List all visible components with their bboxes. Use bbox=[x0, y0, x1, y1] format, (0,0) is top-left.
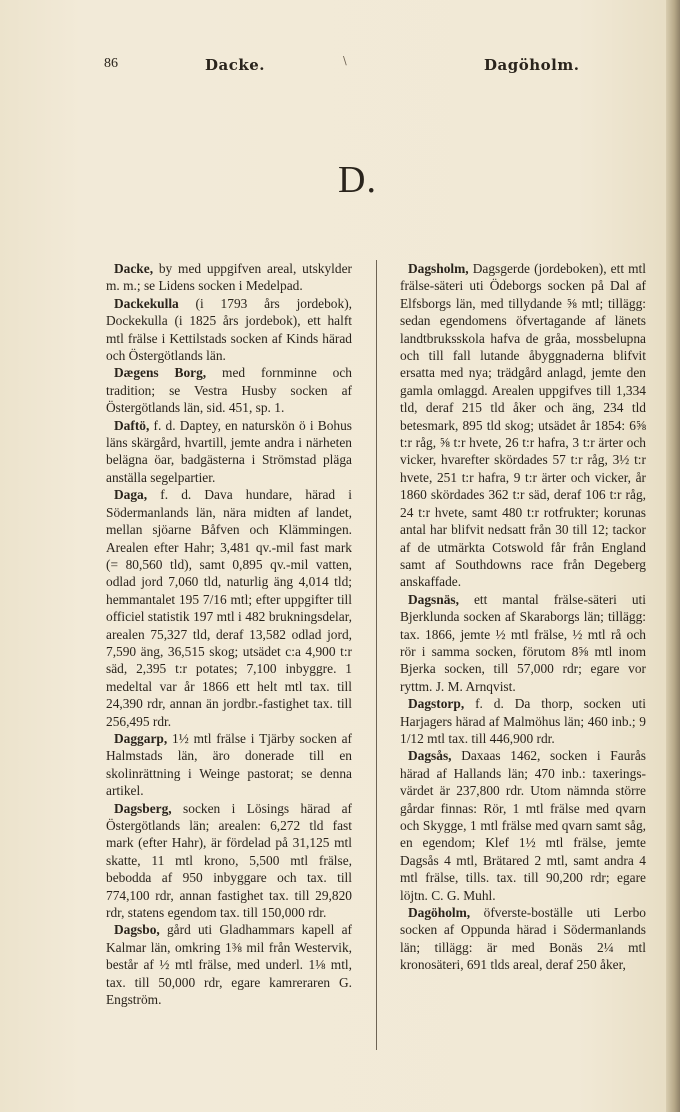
entry bbox=[106, 486, 352, 730]
entry-text: gård uti Gladhammars kapell af Kalmar län, omkring 1⅜ mil från Westervik, består af ½ mtl frälse, med underl. 1⅛ mtl, tax. till 50,000 rdr, egare kamreraren G. Engström. bbox=[106, 922, 352, 1008]
entry-text: Dagsgerde (jordeboken), ett mtl frälse-säteri uti Ödeborgs socken på Dal af Elfsborgs län, med tillydande ⅝ mtl; tillägg: sedan egendomens öfvertagande af länets landtbruksskola hafva de gråa, mossbelupna och till fall lutande åbyggnaderna blifvit ersatta med nya; trädgård anlagd, jemte den gamla omlaggd. Arealen uppgifves till 1,334 tld, deraf 215 tld åker och äng, 234 tld betesmark, 895 tld skog; utsädet år 1854: 6⅝ t:r råg, ⅝ t:r hvete, 26 t:r hafra, 3 t:r ärter och vicker, hvarefter skördades 57 t:r råg, 3½ t:r hvete, 251 t:r hafra, 9 t:r ärter och vicker, år 1860 skördades 362 t:r säd, deraf 106 t:r råg, 24 t:r hvete, samt 480 t:r rotfrukter; korunas antal har blifvit nedsatt från 30 till 12; tackor af de utmärkta Cotswold får från England samt af Southdowns race från Degeberg anskaffade. bbox=[400, 261, 646, 590]
entry-text: socken i Lösings härad af Östergötlands län; arealen: 6,272 tld fast mark (efter Hahr), är fördelad på 31,125 mtl skatte, 11 mtl krono, 5,500 mtl frälse, bebodda af 950 inbyggare och tax. till 774,100 rdr, annan fastighet tax. till 29,820 rdr, statens egendom tax. till 150,000 rdr. bbox=[106, 800, 352, 921]
entry bbox=[400, 591, 646, 695]
headword: Dagsbo, bbox=[114, 922, 160, 938]
entry-text: Daxaas 1462, socken i Faurås härad af Hallands län; 470 inb.: taxerings-värdet är 237,800 rdr. Utom nämnda större gårdar finnas: Rör, 1 mtl frälse med qvarn och Skygge, 1 mtl frälse med qvarn samt såg, en egendom; Klef 1½ mtl frälse, jemte Dagsås 4 mtl, Brätared 2 mtl, samt andra 4 mtl frälse, tills. tax. till 90,200 rdr; egare löjtn. C. G. Muhl. bbox=[400, 748, 646, 903]
entry bbox=[400, 747, 646, 904]
entry-text: f. d. Dava hundare, härad i Södermanlands län, nära midten af landet, mellan sjöarne Båfven och Klämmingen. Arealen efter Hahr; 3,481 qv.-mil fast mark (= 80,560 tld), samt 0,895 qv.-mil vatten, odlad jord 7,060 tld, naturlig äng 4,014 tld; hemmantalet 195 7/16 mtl; efter uppgifter till officiel statistik 197 mtl i 482 brukningsdelar, arealen 75,327 tld, deraf 13,582 odlad jord, 7,590 äng, 36,515 skog; utsädet c:a 4,900 t:r säd, 2,395 t:r potates; 7,100 inbyggre. 1 medeltal var år 1866 ett helt mtl tax. till 24,390 rdr, annan än jordbr.-fastighet tax. till 256,495 rdr. bbox=[106, 487, 352, 729]
headword: Dackekulla bbox=[114, 295, 179, 311]
entry-text: 1½ mtl frälse i Tjärby socken af Halmstads län, äro donerade till en skolinrättning i Weinge pastorat; se denna artikel. bbox=[106, 730, 352, 799]
entry-text: med fornminne och tradition; se Vestra Husby socken af Östergötlands län, sid. 451, sp. 1. bbox=[106, 365, 352, 416]
section-letter: D. bbox=[338, 159, 377, 201]
headword: Dagsholm, bbox=[408, 261, 469, 276]
entry bbox=[106, 364, 352, 416]
headword: Dagsås, bbox=[408, 748, 452, 764]
column-divider bbox=[376, 260, 377, 1050]
entry-text: f. d. Daptey, en naturskön ö i Bohus läns skärgård, hvartill, jemte andra i närheten belägna öar, badgästerna i Strömstad pläga anställa segelpartier. bbox=[106, 417, 352, 485]
headword: Dagöholm, bbox=[408, 905, 471, 921]
entry-text: öfverste-boställe uti Lerbo socken af Oppunda härad i Södermanlands län; tillägg: är med Bonäs 2¼ mtl kronosäteri, 691 tlds areal, deraf 250 åker, bbox=[400, 905, 646, 973]
entry bbox=[106, 295, 352, 365]
headword: Dægens Borg, bbox=[114, 365, 207, 381]
entry bbox=[106, 260, 352, 295]
headword: Dagsnäs, bbox=[408, 591, 459, 607]
entry bbox=[400, 904, 646, 974]
page-number: 86 bbox=[104, 56, 118, 71]
header-mark: \ bbox=[343, 54, 347, 67]
headword: Dacke, bbox=[114, 261, 154, 276]
headword: Dagsberg, bbox=[114, 800, 172, 816]
entry bbox=[400, 260, 646, 591]
entry-text: ett mantal frälse-säteri uti Bjerklunda socken af Skaraborgs län; tillägg: tax. 1866, jemte ½ mtl frälse, ½ mtl rå och rör i samma socken, förutom 8⅝ mtl inom Bjerka socken, till 57,000 rdr; egare vor ryttm. J. M. Arnqvist. bbox=[400, 591, 646, 694]
headword: Daga, bbox=[114, 487, 148, 503]
entry bbox=[106, 921, 352, 1008]
headword: Dagstorp, bbox=[408, 696, 465, 712]
left-column bbox=[106, 260, 352, 1008]
headword: Daggarp, bbox=[114, 730, 168, 746]
book-spine bbox=[666, 0, 680, 1112]
entry bbox=[106, 800, 352, 922]
page-header bbox=[0, 56, 680, 80]
entry bbox=[106, 730, 352, 800]
headword: Daftö, bbox=[114, 417, 150, 433]
entry bbox=[106, 417, 352, 487]
entry-text: by med uppgifven areal, utskylder m. m.; se Lidens socken i Medelpad. bbox=[106, 261, 352, 294]
left-running-title: Dacke. bbox=[205, 56, 266, 74]
entry-text: (i 1793 års jordebok), Dockekulla (i 1825 års jordebok), ett halft mtl frälse i Kettilstads socken af Kinds härad och Östergötlands län. bbox=[106, 295, 352, 364]
right-running-title: Dagöholm. bbox=[484, 56, 580, 74]
right-column bbox=[400, 260, 646, 974]
entry bbox=[400, 695, 646, 747]
entry-text: f. d. Da thorp, socken uti Harjagers härad af Malmöhus län; 460 inb.; 9 1/12 mtl tax. till 446,900 rdr. bbox=[400, 696, 646, 746]
